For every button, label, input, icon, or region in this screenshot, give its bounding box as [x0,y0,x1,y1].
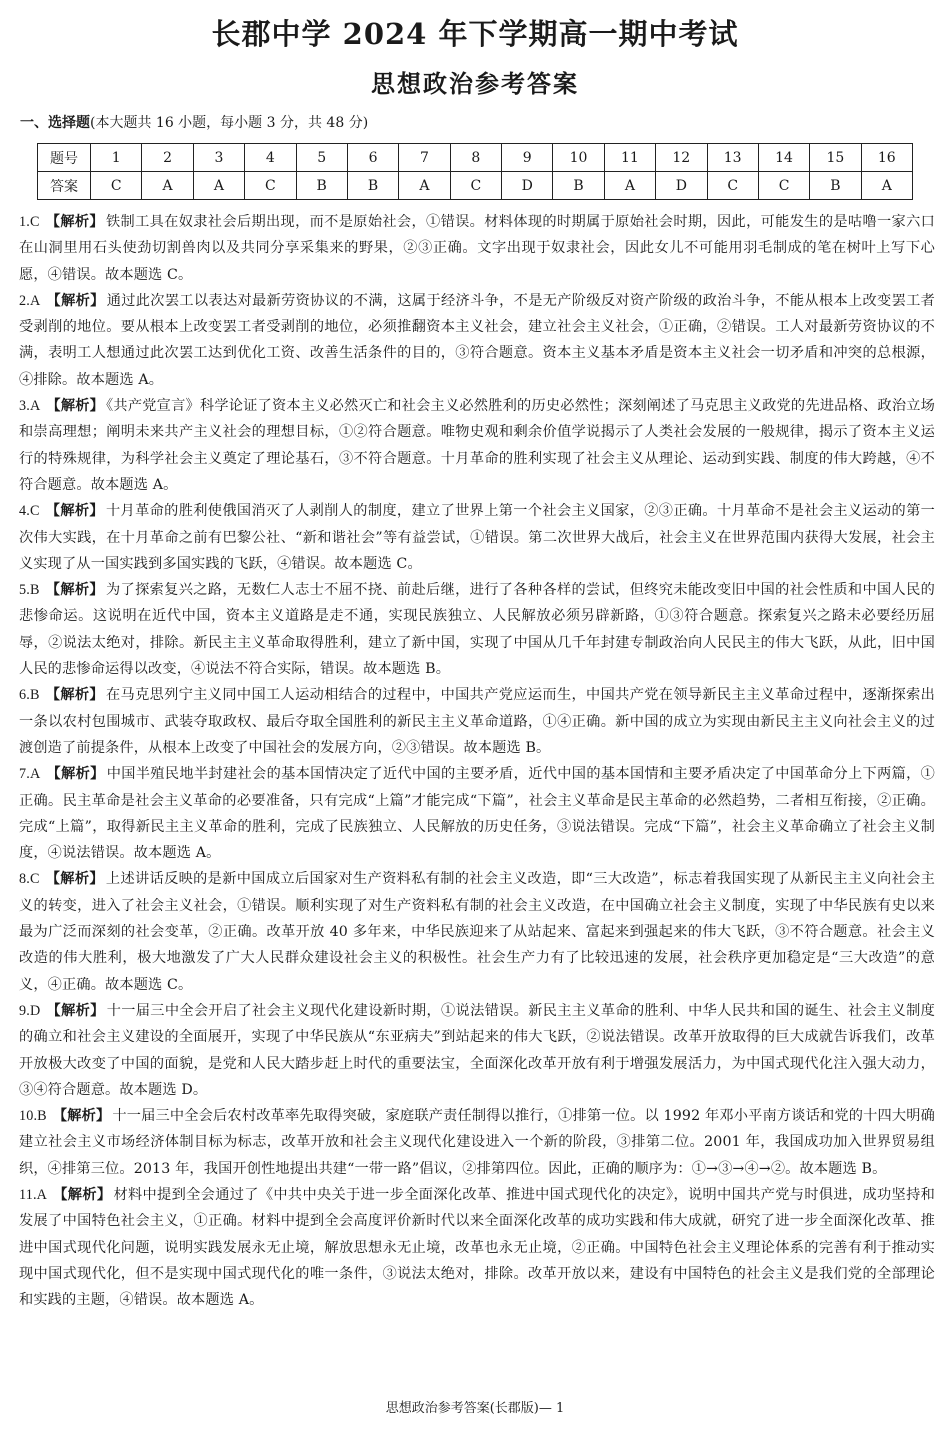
analysis-tag: 【解析】 [46,292,105,309]
analysis-item [19,866,935,997]
question-number-cell: 11 [604,144,655,172]
analysis-tag: 【解析】 [46,398,105,415]
analysis-item-number: 8.C [19,871,40,888]
question-number-cell: 5 [296,144,347,172]
analysis-item-number: 10.B [19,1108,47,1125]
answer-cell: C [758,172,809,200]
analysis-tag: 【解析】 [46,766,105,783]
analysis-tag: 【解析】 [45,214,104,230]
analysis-item-number: 1.C [19,214,40,230]
analysis-item [19,393,935,498]
analysis-item-text: 在马克思列宁主义同中国工人运动相结合的过程中，中国共产党应运而生，中国共产党在领导新民主主义革命过程中，逐渐探索出一条以农村包围城市、武装夺取政权、最后夺取全国胜利的新民主主义革命道路，①④正确。新中国的成立为实现由新民主主义向社会主义的过渡创造了前提条件，从根本上改变了中国社会的发展方向，②③错误。故本题选 B。 [19,687,935,756]
section-note: (本大题共 16 小题，每小题 3 分，共 48 分) [90,115,369,131]
analysis-item-text: 通过此次罢工以表达对最新劳资协议的不满，这属于经济斗争，不是无产阶级反对资产阶级的政治斗争，不能从根本上改变罢工者受剥削的地位。要从根本上改变罢工者受剥削的地位，必须推翻资本主义社会，建立社会主义社会，①正确，②错误。工人对最新劳资协议的不满，表明工人想通过此次罢工达到优化工资、改善生活条件的目的，③符合题意。资本主义基本矛盾是资本主义社会一切矛盾和冲突的总根源，④排除。故本题选 A。 [19,292,935,388]
question-number-cell: 2 [142,144,193,172]
answer-table [37,143,913,200]
question-number-cell: 6 [347,144,398,172]
analysis-item-text: 十一届三中全会开启了社会主义现代化建设新时期，①说法错误。新民主主义革命的胜利、中华人民共和国的诞生、社会主义制度的确立和社会主义建设的全面展开，实现了中华民族从“东亚病夫”到站起来的伟大飞跃，②说法错误。改革开放取得的巨大成就告诉我们，改革开放极大改变了中国的面貌，是党和人民大踏步赶上时代的重要法宝，全面深化改革开放有利于增强发展活力，为中国式现代化注入强大动力，③④符合题意。故本题选 D。 [19,1002,935,1098]
answer-cell: D [502,172,553,200]
analysis-item-text: 为了探索复兴之路，无数仁人志士不屈不挠、前赴后继，进行了各种各样的尝试，但终究未能改变旧中国的社会性质和中国人民的悲惨命运。这说明在近代中国，资本主义道路是走不通，实现民族独立、人民解放必须另辟新路，①③符合题意。探索复兴之路未必要经历屈辱，②说法太绝对，排除。新民主主义革命取得胜利，建立了新中国，实现了中国从几千年封建专制政治向人民民主的伟大飞跃，从此，旧中国人民的悲惨命运得以改变，④说法不符合实际，错误。故本题选 B。 [19,582,935,678]
analysis-tag: 【解析】 [46,1002,105,1019]
question-number-cell: 15 [810,144,861,172]
analysis-item-text: 上述讲话反映的是新中国成立后国家对生产资料私有制的社会主义改造，即“三大改造”，标志着我国实现了从新民主主义向社会主义的转变，进入了社会主义社会，①错误。顺利实现了对生产资料私有制的社会主义改造，在中国确立社会主义制度，实现了中华民族有史以来最为广泛而深刻的社会变革，②正确。改革开放 40 多年来，中华民族迎来了从站起来、富起来到强起来的伟大飞跃，③不符合题意。社会主义改造的伟大胜利，极大地激发了广大人民群众建设社会主义的积极性。社会生产力有了比较迅速的发展，社会秩序更加稳定是“三大改造”的意义，④正确。故本题选 C。 [19,871,935,993]
analysis-item-text: 十一届三中全会后农村改革率先取得突破，家庭联产责任制得以推行，①排第一位。以 1992 年邓小平南方谈话和党的十四大明确建立社会主义市场经济体制目标为标志，改革开放和社会主义现代化建设进入一个新的阶段，③排第二位。2001 年，我国成功加入世界贸易组织，④排第三位。2013 年，我国开创性地提出共建“一带一路”倡议，②排第四位。因此，正确的顺序为：①→③→④→②。故本题选 B。 [19,1108,935,1177]
answer-cell: C [450,172,501,200]
analysis-item [19,998,935,1103]
answer-cell: A [604,172,655,200]
analysis-item-number: 6.B [19,687,40,704]
answer-cell: A [142,172,193,200]
analysis-item-text: 十月革命的胜利使俄国消灭了人剥削人的制度，建立了世界上第一个社会主义国家，②③正确。十月革命不是社会主义运动的第一次伟大实践，在十月革命之前有巴黎公社、“新和谐社会”等有益尝试，①错误。第二次世界大战后，社会主义在世界范围内获得大发展，社会主义实现了从一国实践到多国实践的飞跃，④错误。故本题选 C。 [19,503,935,572]
analysis-item-number: 2.A [19,292,41,309]
answer-cell: C [707,172,758,200]
answer-table-answer-label: 答案 [38,172,91,200]
answer-cell: C [245,172,296,200]
question-number-cell: 12 [656,144,707,172]
question-number-cell: 4 [245,144,296,172]
analysis-item-text: 铁制工具在奴隶社会后期出现，而不是原始社会，①错误。材料体现的时期属于原始社会时期，因此，可能发生的是咕噜一家六口在山洞里用石头使劲切割兽肉以及共同分享采集来的野果，②③正确。文字出现于奴隶社会，因此女儿不可能用羽毛制成的笔在树叶上写下心愿，④错误。故本题选 C。 [19,214,935,283]
answer-table-answer-row [38,172,913,200]
analysis-tag: 【解析】 [45,687,104,704]
analysis-item [19,761,935,866]
question-number-cell: 16 [861,144,912,172]
analysis-list [19,209,935,1313]
question-number-cell: 10 [553,144,604,172]
question-number-cell: 8 [450,144,501,172]
analysis-item-number: 11.A [19,1186,48,1203]
answer-cell: B [296,172,347,200]
analysis-item-number: 3.A [19,398,41,415]
analysis-item-number: 7.A [19,766,41,783]
analysis-item [19,577,935,682]
analysis-item-number: 5.B [19,582,40,599]
analysis-item-text: 《共产党宣言》科学论证了资本主义必然灭亡和社会主义必然胜利的历史必然性；深刻阐述了马克思主义政党的先进品格、政治立场和崇高理想；阐明未来共产主义社会的理想目标，①②符合题意。唯物史观和剩余价值学说揭示了人类社会发展的一般规律，揭示了资本主义运行的特殊规律，为科学社会主义奠定了理论基石，③不符合题意。十月革命的胜利实现了社会主义从理论、运动到实践、制度的伟大跨越，④不符合题意。故本题选 A。 [19,398,935,493]
answer-cell: A [861,172,912,200]
analysis-item-number: 4.C [19,503,40,520]
analysis-tag: 【解析】 [52,1108,111,1125]
analysis-tag: 【解析】 [45,503,104,520]
analysis-item [19,288,935,393]
analysis-tag: 【解析】 [45,582,104,599]
answer-cell: D [656,172,707,200]
analysis-item-text: 材料中提到全会通过了《中共中央关于进一步全面深化改革、推进中国式现代化的决定》，说明中国共产党与时俱进，成功坚持和发展了中国特色社会主义，①正确。材料中提到全会高度评价新时代以来全面深化改革的成功实践和伟大成就，研究了进一步全面深化改革、推进中国式现代化问题，说明实践发展永无止境，解放思想永无止境，改革也永无止境，②正确。中国特色社会主义理论体系的完善有利于推动实现中国式现代化，但不是实现中国式现代化的唯一条件，③说法太绝对，排除。改革开放以来，建设有中国特色的社会主义是我们党的全部理论和实践的主题，④错误。故本题选 A。 [19,1186,935,1309]
analysis-item-number: 9.D [19,1002,41,1019]
section-heading [20,113,368,133]
question-number-cell: 1 [91,144,142,172]
answer-cell: A [399,172,450,200]
analysis-item [19,1182,935,1313]
analysis-item-text: 中国半殖民地半封建社会的基本国情决定了近代中国的主要矛盾，近代中国的基本国情和主要矛盾决定了中国革命分上下两篇，①正确。民主革命是社会主义革命的必要准备，只有完成“上篇”才能完成“下篇”，社会主义革命是民主革命的必然趋势，二者相互衔接，②正确。完成“上篇”，取得新民主主义革命的胜利，完成了民族独立、人民解放的历史任务，③说法错误。完成“下篇”，社会主义革命确立了社会主义制度，④说法错误。故本题选 A。 [19,766,935,862]
question-number-cell: 9 [502,144,553,172]
answer-cell: C [91,172,142,200]
question-number-cell: 14 [758,144,809,172]
analysis-tag: 【解析】 [45,871,104,888]
page-title: 长郡中学 2024 年下学期高一期中考试 [211,17,739,51]
page-subtitle: 思想政治参考答案 [371,70,579,98]
analysis-item [19,682,935,761]
question-number-cell: 13 [707,144,758,172]
answer-cell: B [347,172,398,200]
question-number-cell: 7 [399,144,450,172]
page-footer: 思想政治参考答案(长郡版)— 1 [385,1401,565,1416]
answer-cell: B [553,172,604,200]
analysis-item [19,498,935,577]
question-number-cell: 3 [193,144,244,172]
analysis-item [19,1103,935,1182]
answer-table-number-label: 题号 [38,144,91,172]
answer-cell: B [810,172,861,200]
analysis-item [19,209,935,288]
analysis-tag: 【解析】 [53,1186,112,1203]
answer-cell: A [193,172,244,200]
answer-table-number-row [38,144,913,172]
section-title: 一、选择题 [20,115,90,131]
